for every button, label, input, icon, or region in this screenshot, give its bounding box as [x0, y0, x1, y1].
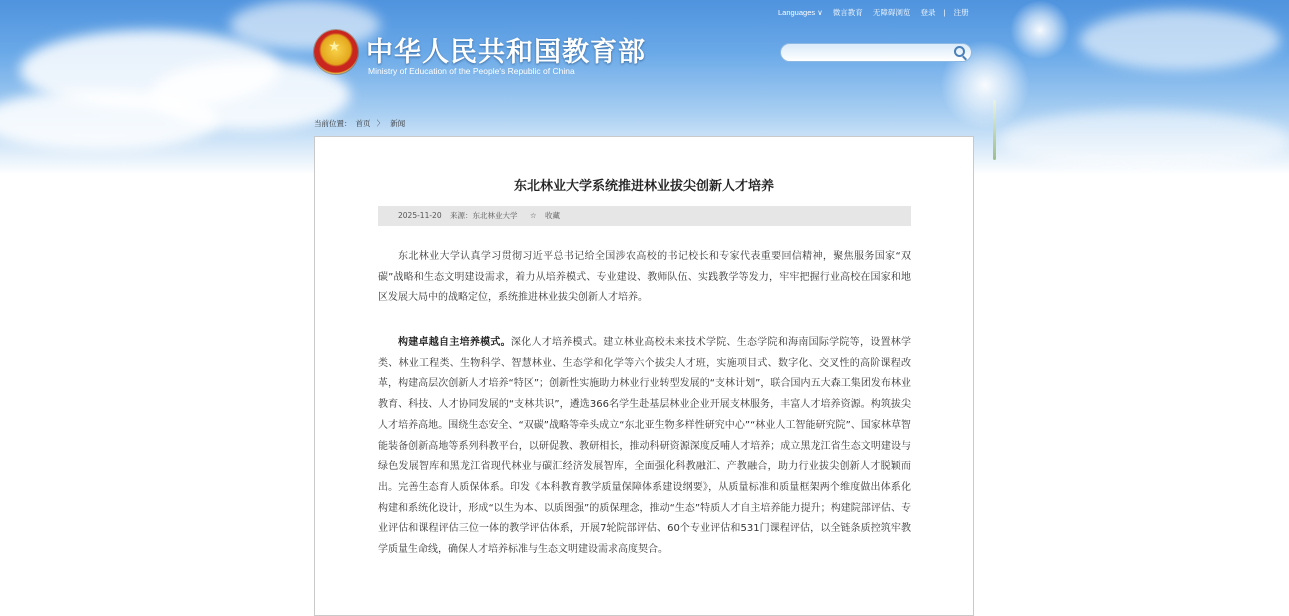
site-title[interactable]: 中华人民共和国教育部: [366, 37, 646, 68]
emblem-star-icon: ★: [328, 39, 341, 55]
article-title: 东北林业大学系统推进林业拔尖创新人才培养: [513, 179, 774, 194]
dandelion-decoration: [1010, 0, 1070, 60]
article-meta-bar: [378, 206, 911, 226]
cloud-decoration: [0, 90, 220, 150]
article-paragraph: [378, 333, 911, 561]
breadcrumb-current[interactable]: 新闻: [390, 119, 406, 128]
national-emblem-icon[interactable]: [314, 30, 358, 74]
login-link[interactable]: 登录: [920, 8, 936, 17]
weibo-link[interactable]: 微言教育: [832, 8, 863, 17]
star-icon[interactable]: ☆: [529, 211, 537, 220]
article-date: 2025-11-20: [398, 211, 442, 220]
chevron-right-icon: 〉: [376, 119, 385, 128]
paragraph-body: 深化人才培养模式。建立林业高校未来技术学院、生态学院和海南国际学院等，设置林学类、林业工程类、生物科学、智慧林业、生态学和化学等六个拔尖人才班，实施项目式、数字化、交叉性的高阶课程改革，构建高层次创新人才培养“特区”；创新性实施助力林业行业转型发展的“支林计划”，联合国内五大森工集团发布林业教育、科技、人才协同发展的“支林共识”，遴选366名学生赴基层林业企业开展支林服务，丰富人才培养资源。构筑拔尖人才培养高地。围绕生态安全、“双碳”战略等牵头成立“东北亚生物多样性研究中心”“林业人工智能研究院”、国家林草智能装备创新高地等系列科教平台，以研促教、教研相长，推动科研资源深度反哺人才培养；成立黑龙江省生态文明建设与绿色发展智库和黑龙江省现代林业与碳汇经济发展智库，全面强化科教融汇、产教融合，助力行业拔尖创新人才脱颖而出。完善生态育人质保体系。印发《本科教育教学质量保障体系建设纲要》，从质量标准和质量框架两个维度做出体系化构建和系统化设计，形成“以生为本、以质图强”的质保理念，推动“生态”特质人才自主培养能力提升；构建院部评估、专业评估和课程评估三位一体的教学评估体系，开展7轮院部评估、60个专业评估和531门课程评估，以全链条质控筑牢教学质量生命线，确保人才培养标准与生态文明建设需求高度契合。: [378, 337, 912, 556]
top-links: [778, 7, 977, 18]
cloud-decoration: [1000, 110, 1289, 170]
breadcrumb-home-link[interactable]: 首页: [355, 119, 371, 128]
languages-link[interactable]: Languages ∨: [778, 8, 823, 17]
article-panel: [314, 136, 974, 616]
paragraph-lead: 构建卓越自主培养模式。: [398, 337, 511, 348]
cloud-decoration: [1080, 10, 1280, 70]
link-separator: |: [943, 8, 946, 17]
register-link[interactable]: 注册: [953, 8, 969, 17]
breadcrumb-label: 当前位置：: [314, 119, 352, 128]
article-source: 来源：东北林业大学: [449, 211, 518, 220]
cloud-decoration: [230, 0, 380, 50]
article-paragraph: 东北林业大学认真学习贯彻习近平总书记给全国涉农高校的书记校长和专家代表重要回信精神，聚焦服务国家“双碳”战略和生态文明建设需求，着力从培养模式、专业建设、教师队伍、实践教学等发力，牢牢把握行业高校在国家和地区发展大局中的战略定位，系统推进林业拔尖创新人才培养。: [378, 251, 911, 304]
site-subtitle: Ministry of Education of the People's Republic of China: [368, 66, 575, 76]
favorite-button[interactable]: 收藏: [545, 211, 560, 220]
breadcrumb: [314, 118, 409, 129]
dandelion-stem: [993, 100, 996, 160]
accessibility-link[interactable]: 无障碍浏览: [872, 8, 911, 17]
search-input[interactable]: [780, 43, 972, 62]
search-icon[interactable]: [954, 46, 965, 57]
